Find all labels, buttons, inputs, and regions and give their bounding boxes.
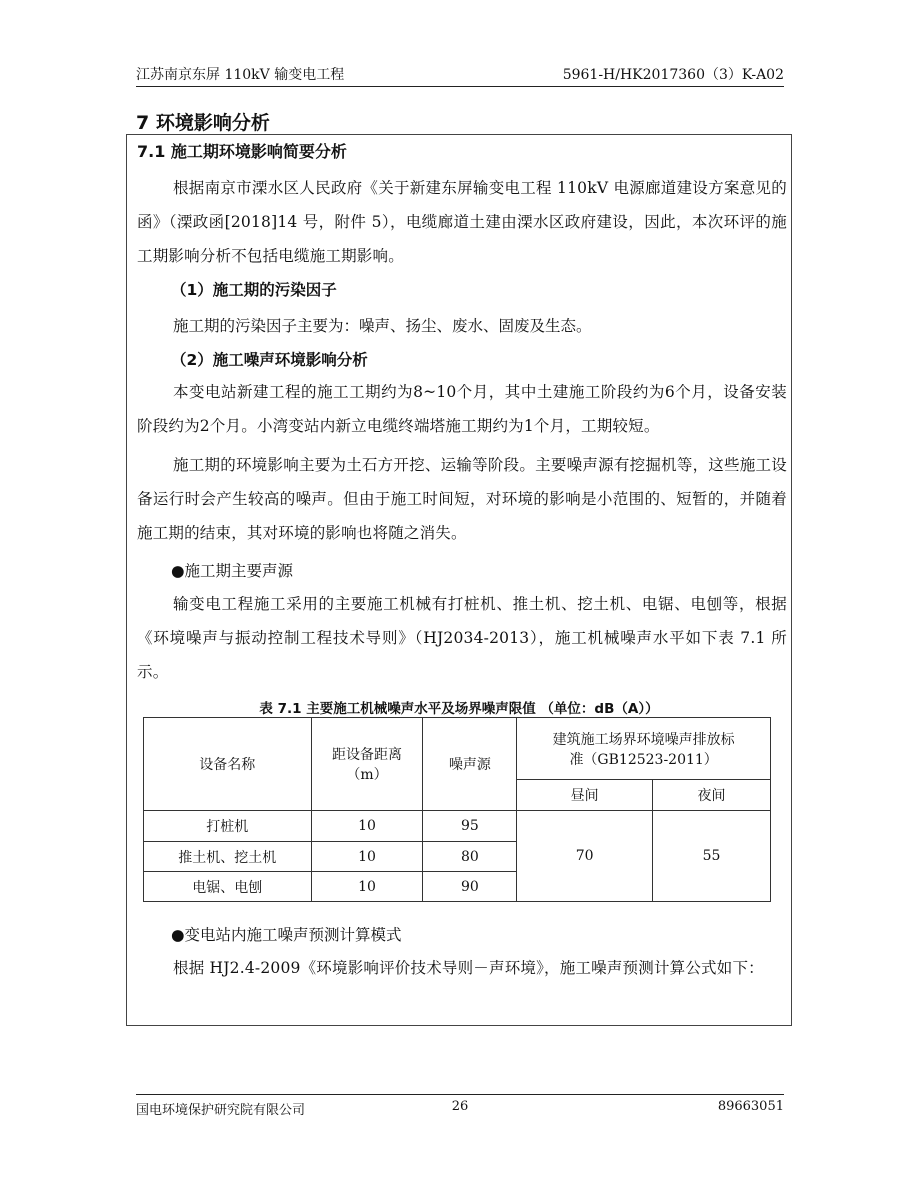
th-daytime: 昼间	[517, 780, 653, 811]
table-caption: 表 7.1 主要施工机械噪声水平及场界噪声限值 （单位：dB（A））	[259, 701, 659, 717]
page-footer	[136, 1094, 784, 1118]
header-doc-number: 5961-H/HK2017360（3）K-A02	[562, 67, 784, 83]
page-header	[136, 64, 784, 87]
header-project-name: 江苏南京东屏 110kV 输变电工程	[136, 67, 345, 83]
cell-limit-night: 55	[653, 811, 771, 902]
heading-pollution-factors: （1）施工期的污染因子	[171, 281, 337, 299]
intro-paragraph: 根据南京市溧水区人民政府《关于新建东屏输变电工程 110kV 电源廊道建设方案意见的函》（溧政函[2018]14 号，附件 5），电缆廊道土建由溧水区政府建设，因此，本次环评的施工期影响分析不包括电缆施工期影响。	[137, 179, 787, 265]
footer-company: 国电环境保护研究院有限公司	[136, 1103, 306, 1118]
bullet-prediction-model: ●变电站内施工噪声预测计算模式	[171, 926, 402, 944]
th-noise-standard: 建筑施工场界环境噪声排放标准（GB12523-2011）	[517, 718, 771, 780]
cell-equipment: 推土机、挖土机	[144, 842, 312, 872]
noise-table	[143, 717, 771, 902]
th-distance: 距设备距离（m）	[311, 718, 423, 811]
table-header-row	[144, 718, 771, 780]
cell-distance: 10	[311, 811, 423, 842]
th-nighttime: 夜间	[653, 780, 771, 811]
pollution-factors-paragraph: 施工期的污染因子主要为：噪声、扬尘、废水、固废及生态。	[173, 317, 592, 335]
heading-noise-analysis: （2）施工噪声环境影响分析	[171, 351, 368, 369]
cell-noise-source: 95	[423, 811, 517, 842]
bullet-main-sources: ●施工期主要声源	[171, 562, 294, 580]
content-box	[126, 134, 792, 1026]
th-noise-source: 噪声源	[423, 718, 517, 811]
machinery-paragraph: 输变电工程施工采用的主要施工机械有打桩机、推土机、挖土机、电锯、电刨等，根据《环境噪声与振动控制工程技术导则》（HJ2034-2013），施工机械噪声水平如下表 7.1 所示。	[137, 595, 787, 681]
cell-equipment: 打桩机	[144, 811, 312, 842]
footer-phone: 89663051	[717, 1099, 784, 1114]
section-title: 7 环境影响分析	[136, 112, 270, 134]
environment-impact-paragraph: 施工期的环境影响主要为土石方开挖、运输等阶段。主要噪声源有挖掘机等，这些施工设备运行时会产生较高的噪声。但由于施工时间短，对环境的影响是小范围的、短暂的，并随着施工期的结束，其对环境的影响也将随之消失。	[137, 456, 787, 542]
cell-limit-day: 70	[517, 811, 653, 902]
cell-noise-source: 80	[423, 842, 517, 872]
table-row	[144, 811, 771, 842]
footer-page-number: 26	[451, 1099, 469, 1114]
construction-period-paragraph: 本变电站新建工程的施工工期约为8~10个月，其中土建施工阶段约为6个月，设备安装阶段约为2个月。小湾变站内新立电缆终端塔施工期约为1个月，工期较短。	[137, 383, 787, 435]
th-equipment-name: 设备名称	[144, 718, 312, 811]
cell-noise-source: 90	[423, 872, 517, 902]
subsection-title: 7.1 施工期环境影响简要分析	[137, 142, 347, 161]
prediction-formula-paragraph: 根据 HJ2.4-2009《环境影响评价技术导则－声环境》，施工噪声预测计算公式如下：	[173, 959, 764, 977]
cell-distance: 10	[311, 872, 423, 902]
cell-distance: 10	[311, 842, 423, 872]
cell-equipment: 电锯、电刨	[144, 872, 312, 902]
